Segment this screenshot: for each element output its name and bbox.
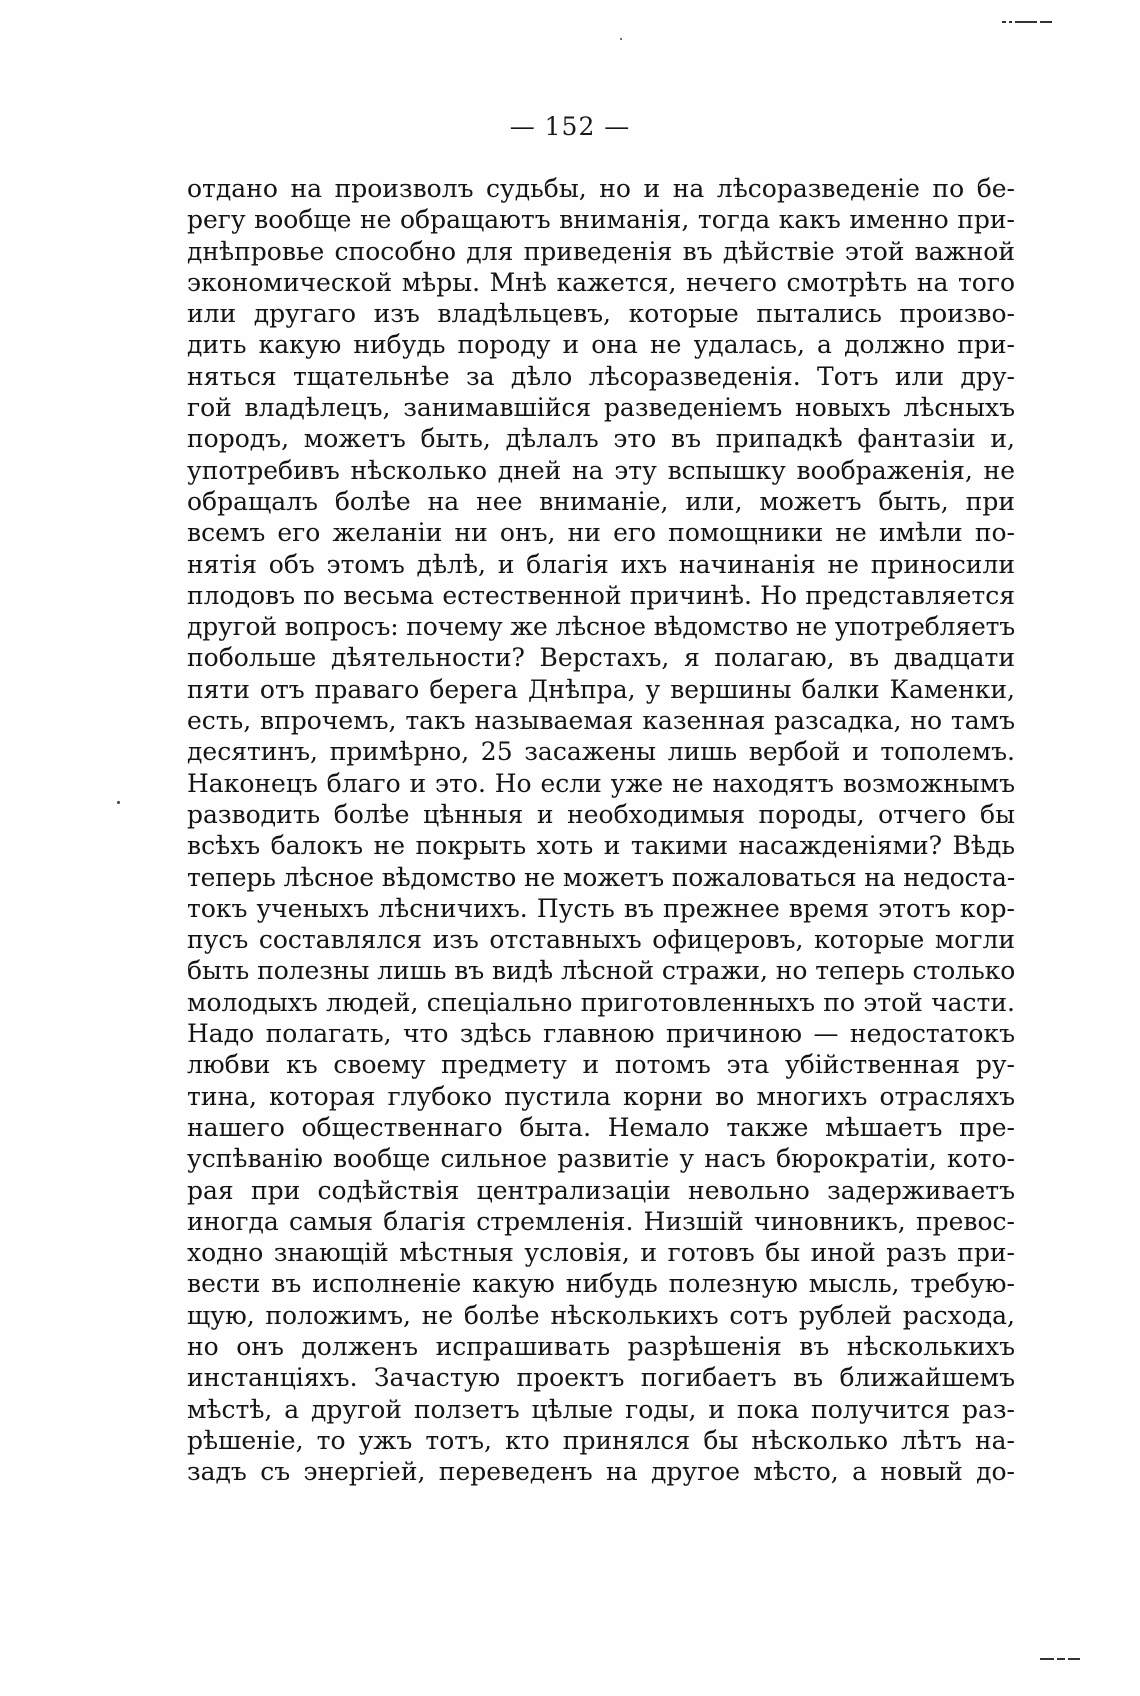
text-line: вести въ исполненіе какую нибудь полезную мысль, требую-: [187, 1269, 1015, 1299]
text-line: отдано на произволъ судьбы, но и на лѣсоразведеніе по бе-: [187, 174, 1015, 203]
text-line: побольше дѣятельности? Верстахъ, я полагаю, въ двадцати: [187, 643, 1015, 673]
text-line: породъ, можетъ быть, дѣлалъ это въ припадкѣ фантазіи и,: [187, 424, 1015, 454]
text-line: есть, впрочемъ, такъ называемая казенная разсадка, но тамъ: [187, 706, 1015, 736]
text-line: всемъ его желаніи ни онъ, ни его помощники не имѣли по-: [187, 518, 1015, 548]
text-line: пусъ составлялся изъ отставныхъ офицеровъ, которые могли: [187, 925, 1015, 955]
text-line: успѣванію вообще сильное развитіе у насъ бюрократіи, кото-: [187, 1144, 1015, 1174]
text-line: токъ ученыхъ лѣсничихъ. Пусть въ прежнее время этотъ кор-: [187, 893, 1015, 923]
text-line: пяти отъ праваго берега Днѣпра, у вершины балки Каменки,: [187, 674, 1015, 704]
text-line: тина, которая глубоко пустила корни во многихъ отрасляхъ: [187, 1081, 1015, 1111]
text-line: быть полезны лишь въ видѣ лѣсной стражи, но теперь столько: [187, 956, 1016, 986]
body-text: [187, 173, 1015, 1487]
scan-artifact-top-right: [1002, 14, 1092, 24]
text-line: щую, положимъ, не болѣе нѣсколькихъ сотъ рублей расхода,: [187, 1300, 1015, 1330]
text-line: десятинъ, примѣрно, 25 засажены лишь вербой и тополемъ.: [187, 737, 1015, 767]
text-line: ходно знающій мѣстныя условія, и готовъ бы иной разъ при-: [187, 1238, 1015, 1268]
text-line: любви къ своему предмету и потомъ эта убійственная ру-: [187, 1050, 1015, 1080]
text-line: нятія объ этомъ дѣлѣ, и благія ихъ начинанія не приносили: [187, 549, 1015, 579]
text-line: Наконецъ благо и это. Но если уже не находятъ возможнымъ: [187, 768, 1015, 798]
text-line: дить какую нибудь породу и она не удалась, а должно при-: [187, 330, 1015, 360]
text-line: всѣхъ балокъ не покрыть хоть и такими насажденіями? Вѣдь: [187, 831, 1015, 861]
text-line: няться тщательнѣе за дѣло лѣсоразведенія. Тотъ или дру-: [187, 361, 1015, 391]
text-line: другой вопросъ: почему же лѣсное вѣдомство не употребляетъ: [187, 612, 1015, 642]
text-line: плодовъ по весьма естественной причинѣ. Но представляется: [187, 580, 1015, 610]
text-line: рѣшеніе, то ужъ тотъ, кто принялся бы нѣсколько лѣтъ на-: [187, 1425, 1015, 1455]
scan-artifact-bottom-right: [1040, 1651, 1100, 1657]
text-line: теперь лѣсное вѣдомство не можетъ пожаловаться на недоста-: [187, 862, 1015, 892]
text-line: мѣстѣ, а другой ползетъ цѣлые годы, и пока получится раз-: [187, 1394, 1015, 1424]
text-line: днѣпровье способно для приведенія въ дѣйствіе этой важной: [187, 236, 1015, 266]
scan-speck: [620, 38, 622, 40]
text-line: обращалъ болѣе на нее вниманіе, или, можетъ быть, при: [187, 486, 1015, 516]
text-line: гой владѣлецъ, занимавшійся разведеніемъ новыхъ лѣсныхъ: [187, 393, 1015, 423]
text-line: разводить болѣе цѣнныя и необходимыя породы, отчего бы: [187, 799, 1015, 829]
text-line: молодыхъ людей, спеціально приготовленныхъ по этой части.: [187, 987, 1015, 1017]
text-line: или другаго изъ владѣльцевъ, которые пытались произво-: [187, 299, 1015, 329]
text-line: задъ съ энергіей, переведенъ на другое мѣсто, а новый до-: [187, 1457, 1015, 1487]
text-line: регу вообще не обращаютъ вниманія, тогда какъ именно при-: [187, 205, 1015, 235]
scan-speck: [117, 801, 120, 804]
text-line: нашего общественнаго быта. Немало также мѣшаетъ пре-: [187, 1112, 1015, 1142]
text-line: но онъ долженъ испрашивать разрѣшенія въ нѣсколькихъ: [187, 1331, 1015, 1361]
text-line: Надо полагать, что здѣсь главною причиною — недостатокъ: [187, 1019, 1015, 1049]
text-line: иногда самыя благія стремленія. Низшій чиновникъ, превос-: [187, 1206, 1015, 1236]
text-line: рая при содѣйствія централизаціи невольно задерживаетъ: [187, 1175, 1015, 1205]
text-line: инстанціяхъ. Зачастую проектъ погибаетъ въ ближайшемъ: [187, 1363, 1015, 1393]
page-number: — 152 —: [509, 112, 631, 141]
text-line: экономической мѣры. Мнѣ кажется, нечего смотрѣть на того: [187, 267, 1015, 297]
text-line: употребивъ нѣсколько дней на эту вспышку воображенія, не: [187, 455, 1015, 485]
